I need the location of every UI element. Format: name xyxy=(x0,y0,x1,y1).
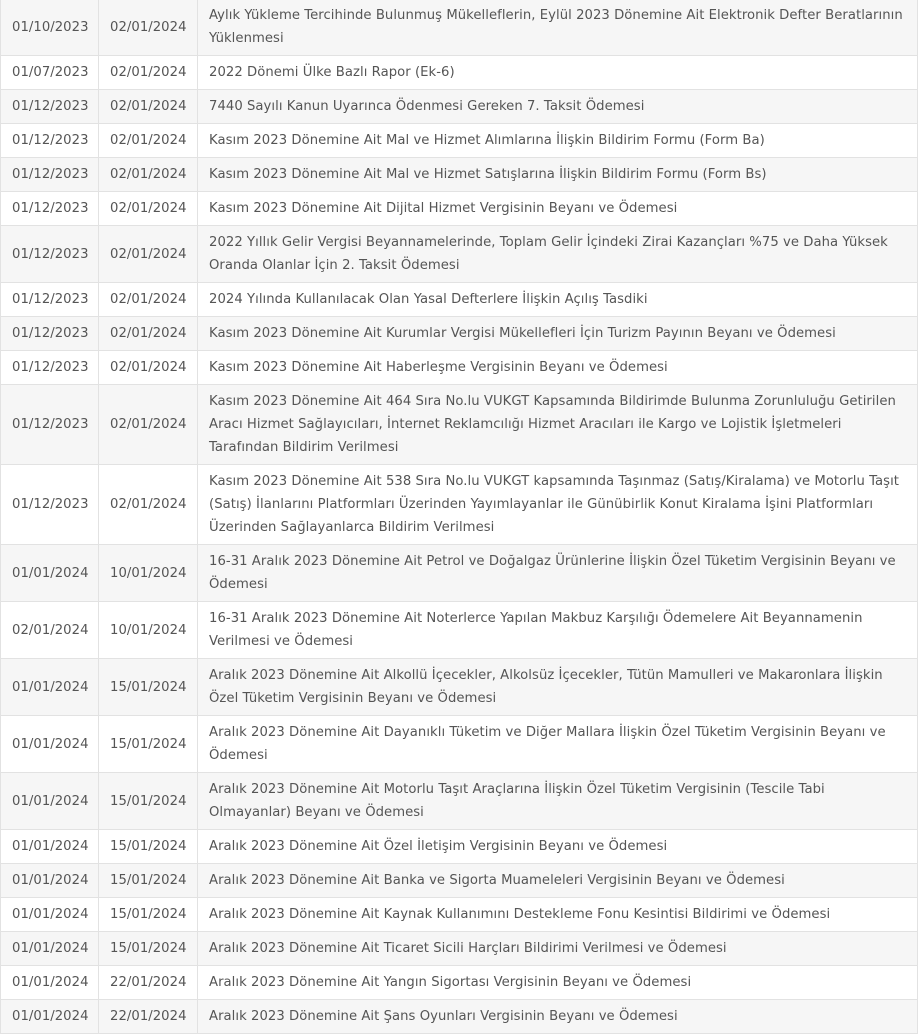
table-row xyxy=(1,226,918,283)
end-date-cell: 15/01/2024 xyxy=(99,932,198,966)
end-date-cell: 02/01/2024 xyxy=(99,317,198,351)
description-cell: Kasım 2023 Dönemine Ait Dijital Hizmet Vergisinin Beyanı ve Ödemesi xyxy=(198,192,918,226)
end-date-cell: 15/01/2024 xyxy=(99,864,198,898)
start-date-cell: 01/01/2024 xyxy=(1,864,99,898)
end-date-cell: 02/01/2024 xyxy=(99,192,198,226)
end-date-cell: 02/01/2024 xyxy=(99,351,198,385)
start-date-cell: 01/01/2024 xyxy=(1,830,99,864)
table-row xyxy=(1,966,918,1000)
description-cell: Kasım 2023 Dönemine Ait Kurumlar Vergisi Mükellefleri İçin Turizm Payının Beyanı ve Ödemesi xyxy=(198,317,918,351)
start-date-cell: 02/01/2024 xyxy=(1,602,99,659)
start-date-cell: 01/12/2023 xyxy=(1,90,99,124)
end-date-cell: 02/01/2024 xyxy=(99,158,198,192)
end-date-cell: 02/01/2024 xyxy=(99,226,198,283)
table-row xyxy=(1,932,918,966)
description-cell: Kasım 2023 Dönemine Ait Haberleşme Vergisinin Beyanı ve Ödemesi xyxy=(198,351,918,385)
description-cell: Aralık 2023 Dönemine Ait Kaynak Kullanımını Destekleme Fonu Kesintisi Bildirimi ve Ödemesi xyxy=(198,898,918,932)
table-row xyxy=(1,864,918,898)
start-date-cell: 01/12/2023 xyxy=(1,158,99,192)
description-cell: Aralık 2023 Dönemine Ait Ticaret Sicili Harçları Bildirimi Verilmesi ve Ödemesi xyxy=(198,932,918,966)
start-date-cell: 01/12/2023 xyxy=(1,192,99,226)
start-date-cell: 01/12/2023 xyxy=(1,351,99,385)
start-date-cell: 01/12/2023 xyxy=(1,124,99,158)
end-date-cell: 22/01/2024 xyxy=(99,966,198,1000)
end-date-cell: 10/01/2024 xyxy=(99,545,198,602)
table-row xyxy=(1,545,918,602)
end-date-cell: 15/01/2024 xyxy=(99,659,198,716)
table-row xyxy=(1,898,918,932)
end-date-cell: 02/01/2024 xyxy=(99,90,198,124)
description-cell: 7440 Sayılı Kanun Uyarınca Ödenmesi Gereken 7. Taksit Ödemesi xyxy=(198,90,918,124)
end-date-cell: 15/01/2024 xyxy=(99,773,198,830)
start-date-cell: 01/01/2024 xyxy=(1,966,99,1000)
description-cell: Aralık 2023 Dönemine Ait Motorlu Taşıt Araçlarına İlişkin Özel Tüketim Vergisinin (Tescile Tabi Olmayanlar) Beyanı ve Ödemesi xyxy=(198,773,918,830)
description-cell: Kasım 2023 Dönemine Ait Mal ve Hizmet Satışlarına İlişkin Bildirim Formu (Form Bs) xyxy=(198,158,918,192)
end-date-cell: 10/01/2024 xyxy=(99,602,198,659)
start-date-cell: 01/01/2024 xyxy=(1,773,99,830)
end-date-cell: 15/01/2024 xyxy=(99,898,198,932)
description-cell: 16-31 Aralık 2023 Dönemine Ait Petrol ve Doğalgaz Ürünlerine İlişkin Özel Tüketim Vergisinin Beyanı ve Ödemesi xyxy=(198,545,918,602)
description-cell: Aralık 2023 Dönemine Ait Özel İletişim Vergisinin Beyanı ve Ödemesi xyxy=(198,830,918,864)
description-cell: 2022 Yıllık Gelir Vergisi Beyannamelerinde, Toplam Gelir İçindeki Zirai Kazançları %75 ve Daha Yüksek Oranda Olanlar İçin 2. Taksit Ödemesi xyxy=(198,226,918,283)
description-cell: Aylık Yükleme Tercihinde Bulunmuş Mükelleflerin, Eylül 2023 Dönemine Ait Elektronik Defter Beratlarının Yüklenmesi xyxy=(198,0,918,56)
description-cell: 2024 Yılında Kullanılacak Olan Yasal Defterlere İlişkin Açılış Tasdiki xyxy=(198,283,918,317)
end-date-cell: 02/01/2024 xyxy=(99,124,198,158)
table-row xyxy=(1,385,918,465)
table-row xyxy=(1,283,918,317)
description-cell: Aralık 2023 Dönemine Ait Dayanıklı Tüketim ve Diğer Mallara İlişkin Özel Tüketim Vergisinin Beyanı ve Ödemesi xyxy=(198,716,918,773)
start-date-cell: 01/07/2023 xyxy=(1,56,99,90)
start-date-cell: 01/01/2024 xyxy=(1,898,99,932)
start-date-cell: 01/01/2024 xyxy=(1,716,99,773)
table-row xyxy=(1,351,918,385)
table-row xyxy=(1,830,918,864)
tax-calendar-body xyxy=(1,0,918,1034)
table-row xyxy=(1,602,918,659)
table-row xyxy=(1,158,918,192)
description-cell: Aralık 2023 Dönemine Ait Şans Oyunları Vergisinin Beyanı ve Ödemesi xyxy=(198,1000,918,1034)
description-cell: 2022 Dönemi Ülke Bazlı Rapor (Ek-6) xyxy=(198,56,918,90)
start-date-cell: 01/01/2024 xyxy=(1,932,99,966)
table-row xyxy=(1,659,918,716)
end-date-cell: 15/01/2024 xyxy=(99,716,198,773)
table-row xyxy=(1,317,918,351)
description-cell: Kasım 2023 Dönemine Ait 538 Sıra No.lu VUKGT kapsamında Taşınmaz (Satış/Kiralama) ve Motorlu Taşıt (Satış) İlanlarını Platformları Üzerinden Yayımlayanlar ile Günübirlik Konut Kiralama İşini Platformları Üzerinden Sağlayanlarca Bildirim Verilmesi xyxy=(198,465,918,545)
start-date-cell: 01/01/2024 xyxy=(1,545,99,602)
description-cell: 16-31 Aralık 2023 Dönemine Ait Noterlerce Yapılan Makbuz Karşılığı Ödemelere Ait Beyannamenin Verilmesi ve Ödemesi xyxy=(198,602,918,659)
start-date-cell: 01/12/2023 xyxy=(1,317,99,351)
table-row xyxy=(1,192,918,226)
start-date-cell: 01/12/2023 xyxy=(1,385,99,465)
start-date-cell: 01/12/2023 xyxy=(1,465,99,545)
description-cell: Aralık 2023 Dönemine Ait Yangın Sigortası Vergisinin Beyanı ve Ödemesi xyxy=(198,966,918,1000)
start-date-cell: 01/01/2024 xyxy=(1,659,99,716)
start-date-cell: 01/12/2023 xyxy=(1,283,99,317)
description-cell: Aralık 2023 Dönemine Ait Alkollü İçecekler, Alkolsüz İçecekler, Tütün Mamulleri ve Makaronlara İlişkin Özel Tüketim Vergisinin Beyanı ve Ödemesi xyxy=(198,659,918,716)
end-date-cell: 02/01/2024 xyxy=(99,385,198,465)
table-row xyxy=(1,1000,918,1034)
table-row xyxy=(1,90,918,124)
table-row xyxy=(1,465,918,545)
table-row xyxy=(1,773,918,830)
table-row xyxy=(1,124,918,158)
end-date-cell: 02/01/2024 xyxy=(99,56,198,90)
end-date-cell: 02/01/2024 xyxy=(99,0,198,56)
end-date-cell: 02/01/2024 xyxy=(99,465,198,545)
description-cell: Aralık 2023 Dönemine Ait Banka ve Sigorta Muameleleri Vergisinin Beyanı ve Ödemesi xyxy=(198,864,918,898)
end-date-cell: 02/01/2024 xyxy=(99,283,198,317)
description-cell: Kasım 2023 Dönemine Ait Mal ve Hizmet Alımlarına İlişkin Bildirim Formu (Form Ba) xyxy=(198,124,918,158)
start-date-cell: 01/12/2023 xyxy=(1,226,99,283)
table-row xyxy=(1,56,918,90)
end-date-cell: 15/01/2024 xyxy=(99,830,198,864)
start-date-cell: 01/10/2023 xyxy=(1,0,99,56)
description-cell: Kasım 2023 Dönemine Ait 464 Sıra No.lu VUKGT Kapsamında Bildirimde Bulunma Zorunluluğu Getirilen Aracı Hizmet Sağlayıcıları, İnternet Reklamcılığı Hizmet Aracıları ile Kargo ve Lojistik İşletmeleri Tarafından Bildirim Verilmesi xyxy=(198,385,918,465)
table-row xyxy=(1,0,918,56)
start-date-cell: 01/01/2024 xyxy=(1,1000,99,1034)
end-date-cell: 22/01/2024 xyxy=(99,1000,198,1034)
table-row xyxy=(1,716,918,773)
